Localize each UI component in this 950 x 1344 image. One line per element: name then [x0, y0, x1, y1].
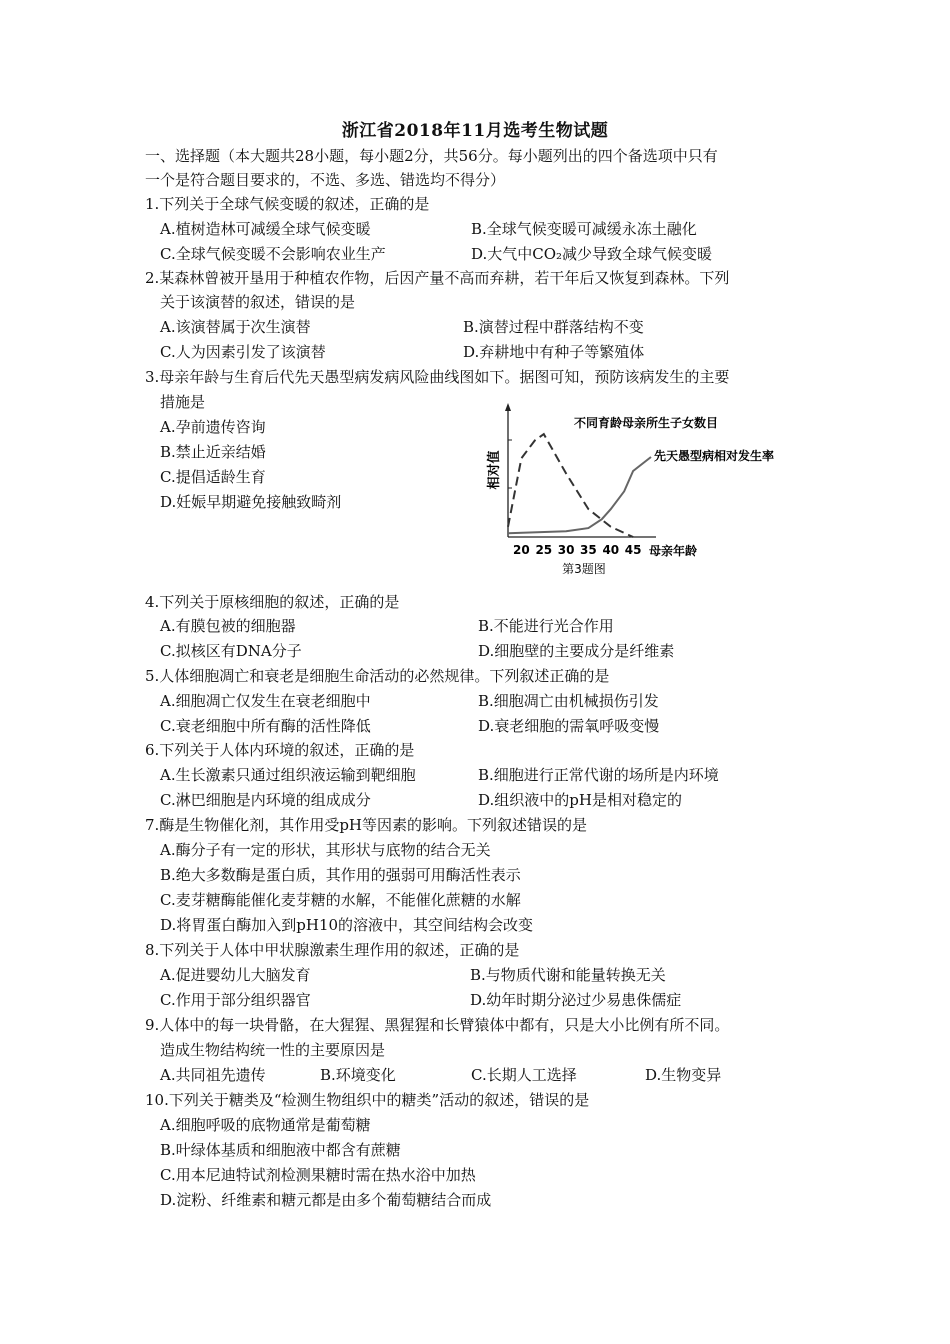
x-tick-label: 30	[557, 543, 575, 557]
question-7-option-a: A.酶分子有一定的形状，其形状与底物的结合无关	[160, 841, 491, 859]
question-7-option-d: D.将胃蛋白酶加入到pH10的溶液中，其空间结构会改变	[160, 916, 534, 934]
question-6-option-b: B.细胞进行正常代谢的场所是内环境	[478, 766, 719, 784]
question-3-option-c: C.提倡适龄生育	[160, 468, 266, 486]
question-9-option-c: C.长期人工选择	[471, 1066, 577, 1084]
x-tick-label: 40	[602, 543, 620, 557]
question-4-option-d: D.细胞壁的主要成分是纤维素	[478, 642, 675, 660]
question-9-option-b: B.环境变化	[320, 1066, 396, 1084]
question-4-option-c: C.拟核区有DNA分子	[160, 642, 302, 660]
question-10-option-c: C.用本尼迪特试剂检测果糖时需在热水浴中加热	[160, 1166, 476, 1184]
question-3-stem-line-2: 措施是	[160, 393, 206, 411]
figure-caption: 第3题图	[562, 562, 606, 576]
question-6-option-d: D.组织液中的pH是相对稳定的	[478, 791, 682, 809]
question-2-option-c: C.人为因素引发了该演替	[160, 343, 326, 361]
question-1-option-c: C.全球气候变暖不会影响农业生产	[160, 245, 386, 263]
question-3-option-b: B.禁止近亲结婚	[160, 443, 266, 461]
question-10-option-d: D.淀粉、纤维素和糖元都是由多个葡萄糖结合而成	[160, 1191, 492, 1209]
question-2-option-b: B.演替过程中群落结构不变	[463, 318, 644, 336]
question-10-option-b: B.叶绿体基质和细胞液中都含有蔗糖	[160, 1141, 401, 1159]
question-5-option-c: C.衰老细胞中所有酶的活性降低	[160, 717, 371, 735]
question-9-stem-line-2: 造成生物结构统一性的主要原因是	[160, 1041, 386, 1059]
question-8-option-a: A.促进婴幼儿大脑发育	[160, 966, 311, 984]
question-8-option-b: B.与物质代谢和能量转换无关	[470, 966, 666, 984]
question-3-stem-line-1: 3.母亲年龄与生育后代先天愚型病发病风险曲线图如下。据图可知，预防该病发生的主要	[145, 368, 730, 386]
y-axis-label: 相对值	[487, 450, 502, 490]
question-3-option-d: D.妊娠早期避免接触致畸剂	[160, 493, 342, 511]
question-2-option-d: D.弃耕地中有种子等繁殖体	[463, 343, 645, 361]
page-title: 浙江省2018年11月选考生物试题	[341, 121, 609, 141]
question-10-option-a: A.细胞呼吸的底物通常是葡萄糖	[160, 1116, 371, 1134]
series-label-children-count: 不同育龄母亲所生子女数目	[574, 416, 719, 430]
series-label-down-syndrome-rate: 先天愚型病相对发生率	[654, 449, 775, 463]
x-tick-label: 45	[624, 543, 642, 557]
question-4-option-a: A.有膜包被的细胞器	[160, 617, 296, 635]
question-9-stem-line-1: 9.人体中的每一块骨骼，在大猩猩、黑猩猩和长臂猿体中都有，只是大小比例有所不同。	[145, 1016, 730, 1034]
question-5-option-b: B.细胞凋亡由机械损伤引发	[478, 692, 659, 710]
question-2-stem-line-2: 关于该演替的叙述，错误的是	[160, 293, 356, 311]
x-tick-label: 20	[513, 543, 530, 557]
x-tick-label: 25	[535, 543, 553, 557]
question-8-option-d: D.幼年时期分泌过少易患侏儒症	[470, 991, 682, 1009]
question-7-option-c: C.麦芽糖酶能催化麦芽糖的水解，不能催化蔗糖的水解	[160, 891, 521, 909]
question-1-option-a: A.植树造林可减缓全球气候变暖	[160, 220, 371, 238]
question-5-option-d: D.衰老细胞的需氧呼吸变慢	[478, 717, 660, 735]
question-6-option-a: A.生长激素只通过组织液运输到靶细胞	[160, 766, 416, 784]
section-instructions-line-1: 一、选择题（本大题共28小题，每小题2分，共56分。每小题列出的四个备选项中只有	[145, 147, 718, 165]
x-axis-label: 母亲年龄	[649, 544, 698, 558]
question-8-stem: 8.下列关于人体中甲状腺激素生理作用的叙述，正确的是	[145, 941, 520, 959]
question-3-option-a: A.孕前遗传咨询	[160, 418, 266, 436]
question-8-option-c: C.作用于部分组织器官	[160, 991, 311, 1009]
question-1-stem: 1.下列关于全球气候变暖的叙述，正确的是	[145, 195, 430, 213]
question-6-option-c: C.淋巴细胞是内环境的组成成分	[160, 791, 371, 809]
question-7-option-b: B.绝大多数酶是蛋白质，其作用的强弱可用酶活性表示	[160, 866, 521, 884]
question-4-option-b: B.不能进行光合作用	[478, 617, 614, 635]
question-9-option-a: A.共同祖先遗传	[160, 1066, 266, 1084]
question-7-stem: 7.酶是生物催化剂，其作用受pH等因素的影响。下列叙述错误的是	[145, 816, 587, 834]
question-10-stem: 10.下列关于糖类及“检测生物组织中的糖类”活动的叙述，错误的是	[145, 1091, 590, 1109]
question-9-option-d: D.生物变异	[645, 1066, 722, 1084]
y-axis-arrow	[505, 403, 511, 411]
series-line-children-count	[508, 434, 633, 537]
question-1-option-d: D.大气中CO₂减少导致全球气候变暖	[471, 245, 713, 263]
question-3-figure	[486, 400, 816, 580]
question-2-option-a: A.该演替属于次生演替	[160, 318, 311, 336]
section-instructions-line-2: 一个是符合题目要求的，不选、多选、错选均不得分）	[145, 171, 506, 189]
question-4-stem: 4.下列关于原核细胞的叙述，正确的是	[145, 593, 400, 611]
x-tick-label: 35	[580, 543, 597, 557]
question-1-option-b: B.全球气候变暖可减缓永冻土融化	[471, 220, 697, 238]
question-5-stem: 5.人体细胞凋亡和衰老是细胞生命活动的必然规律。下列叙述正确的是	[145, 667, 610, 685]
question-5-option-a: A.细胞凋亡仅发生在衰老细胞中	[160, 692, 371, 710]
question-2-stem-line-1: 2.某森林曾被开垦用于种植农作物，后因产量不高而弃耕，若干年后又恢复到森林。下列	[145, 269, 730, 287]
question-6-stem: 6.下列关于人体内环境的叙述，正确的是	[145, 741, 415, 759]
